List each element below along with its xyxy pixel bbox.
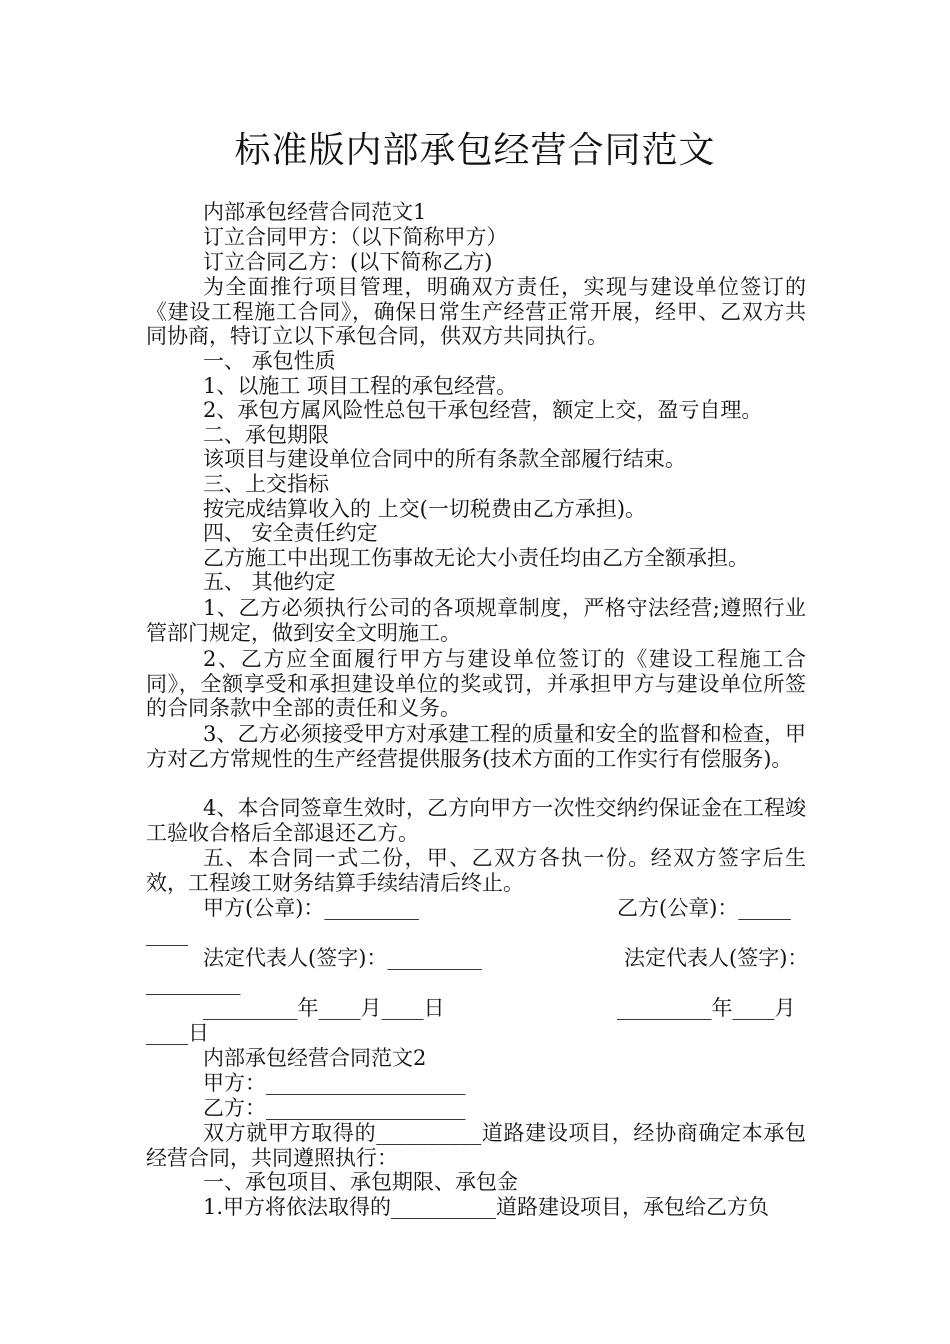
clause-line: 1.甲方将依法取得的__________道路建设项目，承包给乙方负 [203,1195,770,1219]
intro-paragraph: 为全面推行项目管理，明确双方责任，实现与建设单位签订的《建设工程施工合同》，确保日常生产经营正常开展，经甲、乙双方共同协商，特订立以下承包合同，供双方共同执行。 [146,275,806,349]
date-left: _________年____月____日 [203,996,445,1020]
legal-rep-a: 法定代表人(签字)：_________ [203,946,482,970]
contract-heading-1: 内部承包经营合同范文1 [203,200,427,224]
signature-party-a: 甲方(公章)：_________ [203,896,419,920]
clause-line: 该项目与建设单位合同中的所有条款全部履行结束。 [203,447,686,471]
intro-paragraph-2: 双方就甲方取得的__________道路建设项目，经协商确定本承包经营合同，共同遵照执行： [146,1121,806,1170]
date-wrap: ____日 [146,1021,209,1045]
section-heading: 二、承包期限 [203,423,329,447]
clause-line: 按完成结算收入的 上交(一切税费由乙方承担)。 [203,497,647,521]
section-heading: 四、 安全责任约定 [203,521,378,545]
clause-line: 1、以施工 项目工程的承包经营。 [203,374,518,398]
signature-wrap: _________ [146,971,241,995]
document-title: 标准版内部承包经营合同范文 [234,130,716,171]
party-b-line: 订立合同乙方：(以下简称乙方) [203,250,493,274]
section-heading: 一、承包项目、承包期限、承包金 [203,1170,518,1194]
clause-paragraph: 1、乙方必须执行公司的各项规章制度，严格守法经营;遵照行业管部门规定，做到安全文明施工。 [146,596,806,645]
party-a-line: 订立合同甲方：（以下简称甲方） [203,225,508,249]
clause-line: 乙方施工中出现工伤事故无论大小责任均由乙方全额承担。 [203,546,749,570]
clause-line: 2、承包方属风险性总包干承包经营，额定上交，盈亏自理。 [203,398,763,422]
date-right: _________年____月 [617,996,796,1020]
party-b-line-2: 乙方：___________________ [203,1096,466,1120]
legal-rep-b: 法定代表人(签字)： [624,946,809,970]
contract-heading-2: 内部承包经营合同范文2 [203,1046,427,1070]
signature-wrap: ____ [146,922,188,946]
clause-paragraph: 2、乙方应全面履行甲方与建设单位签订的《建设工程施工合同》，全额享受和承担建设单位的奖或罚，并承担甲方与建设单位所签的合同条款中全部的责任和义务。 [146,647,806,721]
clause-paragraph: 4、本合同签章生效时，乙方向甲方一次性交纳约保证金在工程竣工验收合格后全部退还乙方。 [146,796,806,845]
clause-paragraph: 3、乙方必须接受甲方对承建工程的质量和安全的监督和检查，甲方对乙方常规性的生产经营提供服务(技术方面的工作实行有偿服务)。 [146,722,806,771]
section-heading: 五、 其他约定 [203,570,336,594]
signature-party-b: 乙方(公章)：_____ [617,896,791,920]
party-a-line-2: 甲方：___________________ [203,1071,466,1095]
section-heading: 一、 承包性质 [203,349,336,373]
clause-paragraph: 五、本合同一式二份，甲、乙双方各执一份。经双方签字后生效，工程竣工财务结算手续结清后终止。 [146,846,806,895]
section-heading: 三、上交指标 [203,472,329,496]
